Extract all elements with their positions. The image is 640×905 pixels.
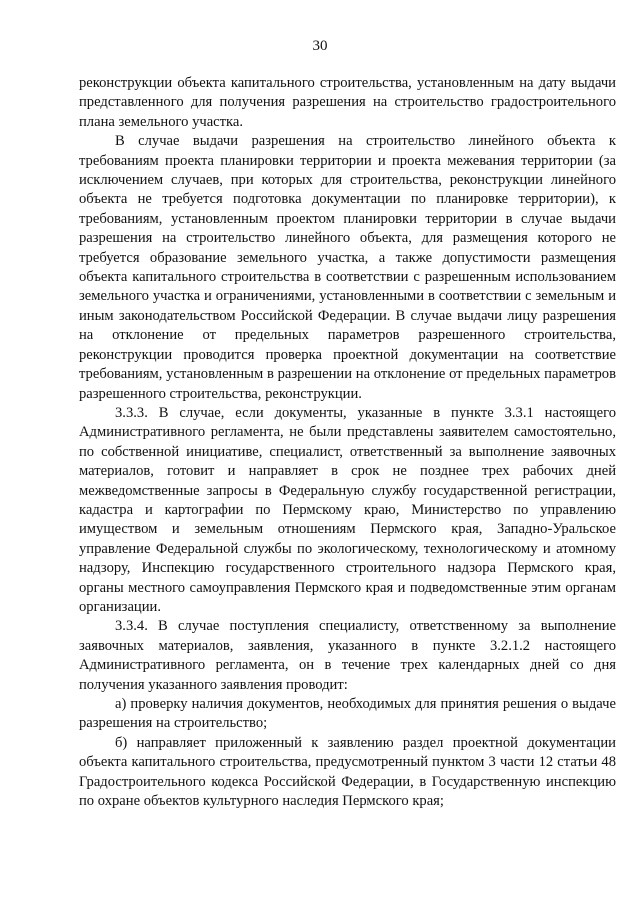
list-item-a: а) проверку наличия документов, необходимых для принятия решения о выдаче разрешения на строительство;	[79, 696, 616, 732]
paragraph-3-3-4: 3.3.4. В случае поступления специалисту, ответственному за выполнение заявочных материалов, заявления, указанного в пункте 3.2.1.2 настоящего Административного регламента, он в течение трех календарных дней со дня получения указанного заявления проводит:	[79, 618, 616, 693]
paragraph-3-3-3: 3.3.3. В случае, если документы, указанные в пункте 3.3.1 настоящего Административного регламента, не были представлены заявителем самостоятельно, по собственной инициативе, специалист, ответственный за выполнение заявочных материалов, готовит и направляет в срок не позднее трех рабочих дней межведомственные запросы в Федеральную службу государственной регистрации, кадастра и картографии по Пермскому краю, Министерство по управлению имуществом и земельным отношениям Пермского края, Западно-Уральское управление Федеральной службы по экологическому, технологическому и атомному надзору, Инспекцию государственного строительного надзора Пермского края, органы местного самоуправления Пермского края и подведомственные этим органам организации.	[79, 404, 616, 615]
list-item-b: б) направляет приложенный к заявлению раздел проектной документации объекта капитального строительства, предусмотренный пунктом 3 части 12 статьи 48 Градостроительного кодекса Российской Федерации, в Государственную инспекцию по охране объектов культурного наследия Пермского края;	[79, 734, 616, 810]
paragraph-continuation: реконструкции объекта капитального строительства, установленным на дату выдачи представленного для получения разрешения на строительство градостроительного плана земельного участка.	[79, 75, 616, 130]
paragraph-linear-object: В случае выдачи разрешения на строительство линейного объекта к требованиям проекта планировки территории и проекта межевания территории (за исключением случаев, при которых для строительства, реконструкции линейного объекта не требуется подготовка документации по планировке территории), к требованиям, установленным проектом планировки территории в случае выдачи разрешения на строительство линейного объекта, для размещения которого не требуется образование земельного участка, а также допустимости размещения объекта капитального строительства в соответствии с разрешенным использованием земельного участка и ограничениями, установленными в соответствии с земельным и иным законодательством Российской Федерации. В случае выдачи лицу разрешения на отклонение от предельных параметров разрешенного строительства, реконструкции проводится проверка проектной документации на соответствие требованиям, установленным в разрешении на отклонение от предельных параметров разрешенного строительства, реконструкции.	[79, 133, 616, 402]
document-body	[79, 74, 616, 811]
page-number: 30	[312, 38, 328, 54]
